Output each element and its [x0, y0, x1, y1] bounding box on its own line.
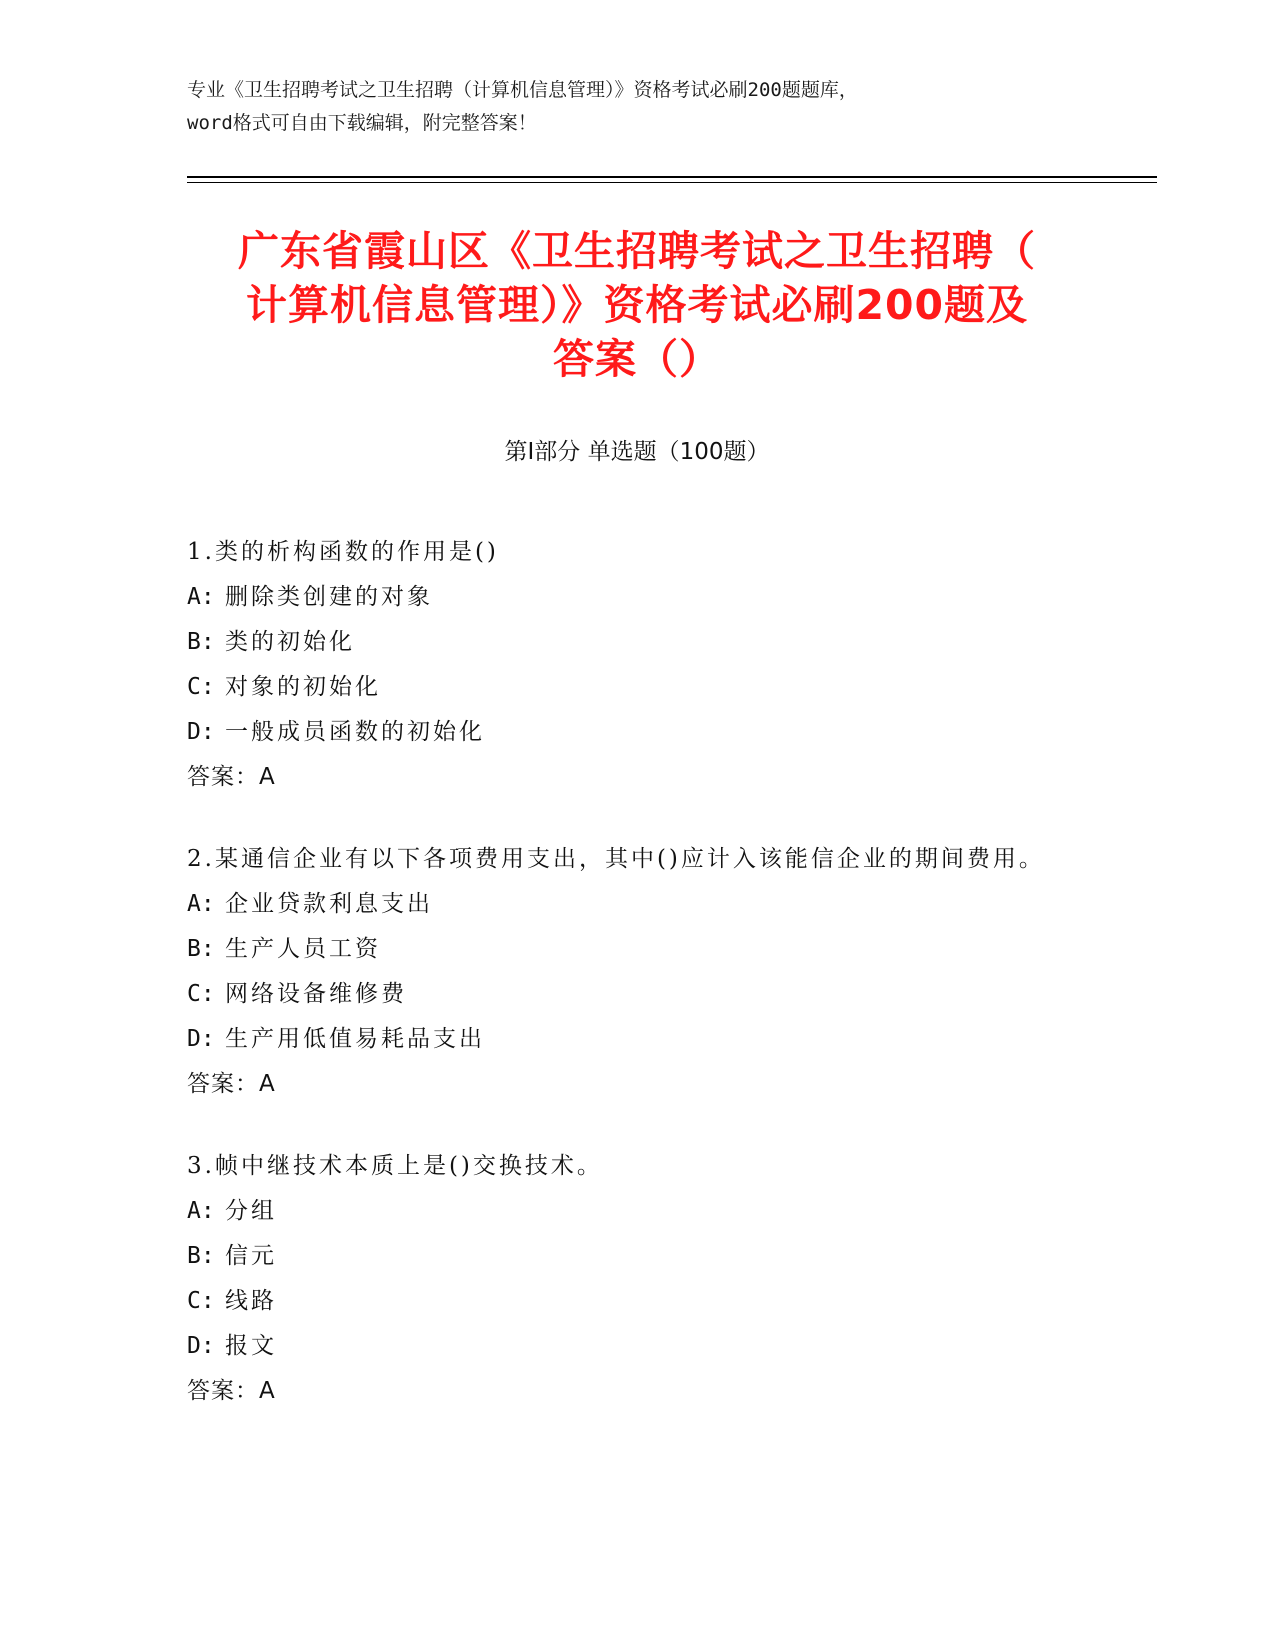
option-text: 报文	[225, 1333, 278, 1359]
question-2	[187, 837, 1067, 1107]
option-text: 生产用低值易耗品支出	[225, 1026, 486, 1052]
header-divider-thin	[187, 182, 1157, 183]
option-text: 企业贷款利息支出	[225, 891, 434, 917]
option-letter: C:	[187, 981, 215, 1007]
option-letter: C:	[187, 1288, 215, 1314]
document-title	[187, 224, 1087, 386]
document-title-line-2: 计算机信息管理）》资格考试必刷200题及	[245, 281, 1029, 329]
option-text: 对象的初始化	[225, 674, 382, 700]
option-b	[187, 620, 1067, 665]
answer-line: 答案：A	[187, 1071, 276, 1097]
option-b	[187, 1234, 1067, 1279]
document-title-line-3: 答案（）	[553, 335, 721, 383]
option-a	[187, 575, 1067, 620]
option-c	[187, 1279, 1067, 1324]
option-text: 一般成员函数的初始化	[225, 719, 486, 745]
option-letter: A:	[187, 891, 215, 917]
question-stem: 3.帧中继技术本质上是()交换技术。	[187, 1153, 603, 1179]
option-letter: C:	[187, 674, 215, 700]
option-letter: B:	[187, 936, 215, 962]
option-d	[187, 1017, 1067, 1062]
option-d	[187, 1324, 1067, 1369]
option-text: 线路	[225, 1288, 278, 1314]
answer-line: 答案：A	[187, 1378, 276, 1404]
option-text: 网络设备维修费	[225, 981, 408, 1007]
header-note	[187, 74, 1087, 140]
option-letter: B:	[187, 629, 215, 655]
option-d	[187, 710, 1067, 755]
question-stem: 2.某通信企业有以下各项费用支出，其中()应计入该能信企业的期间费用。	[187, 846, 1045, 872]
option-text: 信元	[225, 1243, 278, 1269]
answer-line: 答案：A	[187, 764, 276, 790]
option-letter: D:	[187, 1333, 215, 1359]
header-note-line-1: 专业《卫生招聘考试之卫生招聘（计算机信息管理）》资格考试必刷200题题库，	[187, 79, 858, 101]
option-a	[187, 882, 1067, 927]
option-c	[187, 665, 1067, 710]
option-a	[187, 1189, 1067, 1234]
option-b	[187, 927, 1067, 972]
question-list	[187, 530, 1067, 1451]
option-letter: D:	[187, 719, 215, 745]
option-text: 分组	[225, 1198, 278, 1224]
option-letter: B:	[187, 1243, 215, 1269]
header-divider-thick	[187, 176, 1157, 178]
option-letter: D:	[187, 1026, 215, 1052]
option-letter: A:	[187, 584, 215, 610]
question-stem: 1.类的析构函数的作用是()	[187, 539, 499, 565]
option-text: 删除类创建的对象	[225, 584, 434, 610]
option-text: 类的初始化	[225, 629, 356, 655]
document-title-line-1: 广东省霞山区《卫生招聘考试之卫生招聘（	[238, 227, 1036, 275]
section-heading: 第Ⅰ部分 单选题（100题）	[504, 439, 770, 465]
header-note-line-2: word格式可自由下载编辑，附完整答案！	[187, 112, 537, 134]
option-letter: A:	[187, 1198, 215, 1224]
option-text: 生产人员工资	[225, 936, 382, 962]
option-c	[187, 972, 1067, 1017]
question-1	[187, 530, 1067, 800]
question-3	[187, 1144, 1067, 1414]
